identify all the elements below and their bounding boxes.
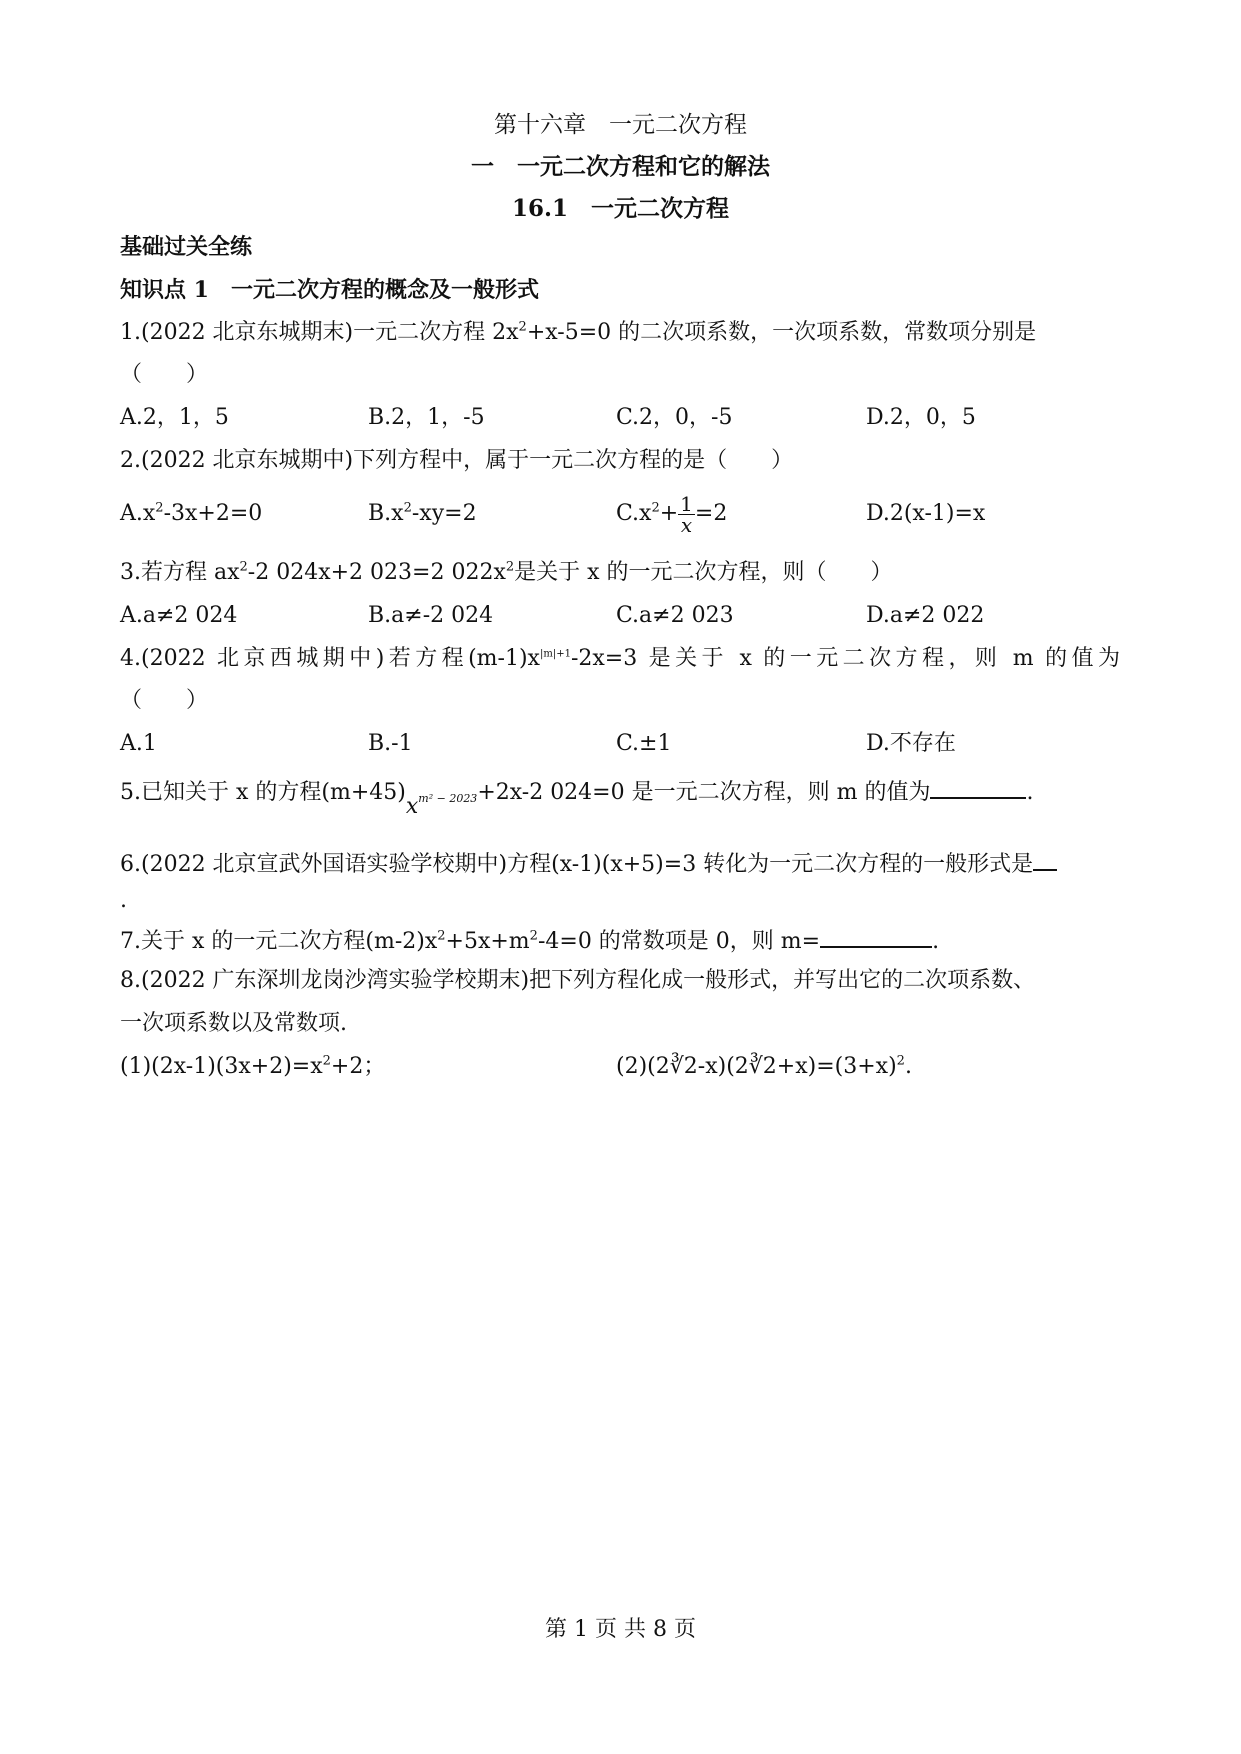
- q1-option-d: D.2，0，5: [866, 405, 976, 430]
- page-footer: 第 1 页 共 8 页: [545, 1617, 696, 1642]
- cube-root-symbol: ∛2: [748, 1054, 777, 1079]
- q3-option-d: D.a≠2 022: [866, 603, 985, 628]
- q6-end: .: [120, 888, 127, 913]
- question-8-cont: 一次项系数以及常数项.: [120, 1011, 347, 1036]
- q2-option-c: $C.x^2+$ $\frac{1}{x}$ =2: [616, 491, 728, 537]
- chapter-title: 第十六章 一元二次方程: [494, 112, 747, 138]
- q4-option-c: C.±1: [616, 731, 672, 756]
- question-2: 2.(2022 北京东城期中)下列方程中，属于一元二次方程的是（ ）: [120, 448, 794, 473]
- q3-option-c: C.a≠2 023: [616, 603, 734, 628]
- q3-option-b: B.a≠-2 024: [368, 603, 494, 628]
- q5-variable: x: [405, 794, 419, 819]
- q4-option-a: A.1: [120, 731, 157, 756]
- q1-option-a: A.2，1，5: [120, 405, 229, 430]
- question-6: 6.(2022 北京宣武外国语实验学校期中)方程(x-1)(x+5)=3 转化为一元二次方程的一般形式是: [120, 847, 1057, 880]
- q1-sup: 2: [518, 319, 527, 335]
- q8-sub-2: $(2)(2∛2-x)(2∛2+x)=(3+x)^2$.: [616, 1053, 912, 1079]
- q7-answer-blank[interactable]: [820, 924, 932, 948]
- question-5: 5.已知关于 x 的方程$(m+45)x^{m^2 - 2023}+2x-2$ 024=0 是一元二次方程，则 m 的值为 .: [120, 773, 1033, 813]
- q5-exponent: m² − 2023: [418, 792, 478, 805]
- q2-option-a: $A.x^2-3x+2=0$: [120, 500, 263, 526]
- block-title: 基础过关全练: [120, 234, 253, 260]
- q4-option-d: D.不存在: [866, 731, 956, 756]
- q2-option-d: D.2(x-1)=x: [866, 501, 986, 526]
- question-4: 4.(2022 北京西城期中)若方程$(m-1)x^{|m|+1}-2x=3$ 是关于 x 的一元二次方程，则 m 的值为: [120, 646, 1120, 671]
- q1-prefix: 1.(2022 北京东城期末)一元二次方程 2x: [120, 320, 519, 345]
- cube-root-symbol: ∛2: [669, 1054, 698, 1079]
- subsection-title: 16.1 一元二次方程: [511, 195, 730, 222]
- q1-answer-paren: （ ）: [120, 362, 209, 387]
- q1-option-b: B.2，1，-5: [368, 405, 485, 430]
- q8-sub-1: $(1)(2x-1)(3x+2)=x^2+2$；: [120, 1053, 386, 1079]
- q2-option-b: $B.x^2-xy=2$: [368, 500, 477, 526]
- q4-option-b: B.-1: [368, 731, 413, 756]
- fraction: $\frac{1}{x}$: [680, 491, 693, 537]
- q1-suffix: +x-5=0 的二次项系数，一次项系数，常数项分别是: [526, 320, 1037, 345]
- question-3: 3.若方程 $ax^2-2$ 024x+2 023=2 $022x^2$是关于 x 的一元二次方程，则（ ）: [120, 559, 893, 585]
- question-7: 7.关于 x 的一元二次方程$(m-2)x^2+5x+m^2-4=0$ 的常数项是 0，则 m= .: [120, 924, 939, 957]
- q3-option-a: A.a≠2 024: [120, 603, 238, 628]
- question-1: [120, 318, 1036, 348]
- question-8: 8.(2022 广东深圳龙岗沙湾实验学校期末)把下列方程化成一般形式，并写出它的二次项系数、: [120, 968, 1036, 993]
- section-title: 一 一元二次方程和它的解法: [471, 153, 770, 180]
- q5-answer-blank[interactable]: [930, 775, 1026, 799]
- q6-answer-blank[interactable]: [1033, 847, 1057, 871]
- knowledge-point-title: 知识点 1 一元二次方程的概念及一般形式: [120, 277, 539, 303]
- q4-answer-paren: （ ）: [120, 688, 209, 713]
- q1-option-c: C.2，0，-5: [616, 405, 733, 430]
